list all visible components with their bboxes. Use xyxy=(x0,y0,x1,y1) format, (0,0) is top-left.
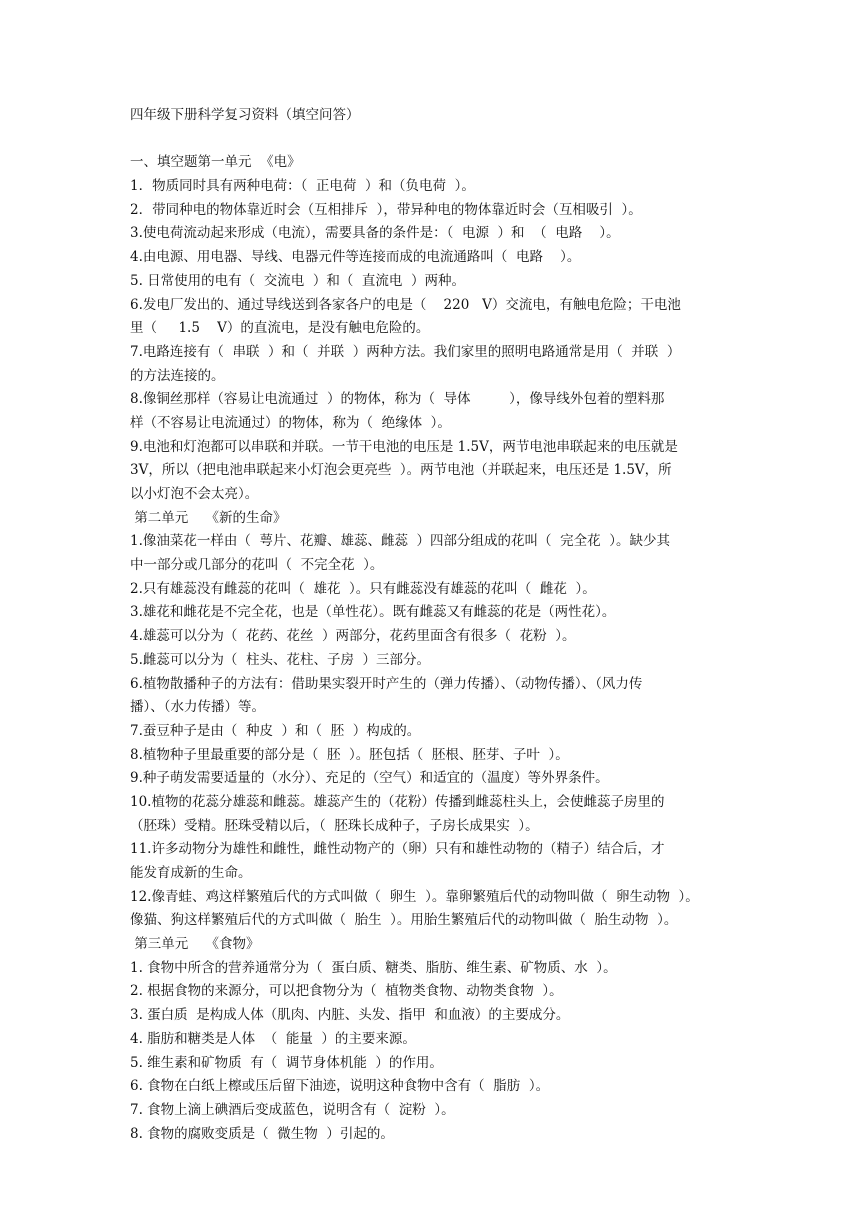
text-line: 3.使电荷流动起来形成（电流），需要具备的条件是：（ 电源 ）和 （ 电路 ）。 xyxy=(130,225,620,242)
text-line: 7.电路连接有（ 串联 ）和（ 并联 ）两种方法。我们家里的照明电路通常是用（ 并联 ） xyxy=(130,343,681,360)
document-body xyxy=(130,151,740,1146)
text-line: 1. 食物中所含的营养通常分为（ 蛋白质、糖类、脂肪、维生素、矿物质、水 ）。 xyxy=(130,959,617,976)
text-line: 8. 食物的腐败变质是（ 微生物 ）引起的。 xyxy=(130,1125,394,1142)
text-line: 第二单元 《新的生命》 xyxy=(130,509,287,526)
text-line: 的方法连接的。 xyxy=(130,367,225,384)
text-line: 2．带同种电的物体靠近时会（互相排斥 ），带异种电的物体靠近时会（互相吸引 ）。 xyxy=(130,201,642,218)
text-line: 2. 根据食物的来源分，可以把食物分为（ 植物类食物、动物类食物 ）。 xyxy=(130,983,563,1000)
text-line: 9.种子萌发需要适量的（水分）、充足的（空气）和适宜的（温度）等外界条件。 xyxy=(130,770,609,787)
text-line: （胚珠）受精。胚珠受精以后，（ 胚珠长成种子，子房长成果实 ）。 xyxy=(130,817,539,834)
text-line: 2.只有雄蕊没有雌蕊的花叫（ 雄花 ）。只有雌蕊没有雄蕊的花叫（ 雌花 ）。 xyxy=(130,580,596,597)
text-line: 像猫、狗这样繁殖后代的方式叫做（ 胎生 ）。用胎生繁殖后代的动物叫做（ 胎生动物 ）。 xyxy=(130,912,678,929)
text-line: 第三单元 《食物》 xyxy=(130,936,260,953)
text-line: 9.电池和灯泡都可以串联和并联。一节干电池的电压是 1.5V，两节电池串联起来的电压就是 xyxy=(130,438,678,455)
text-line: 4. 脂肪和糖类是人体 （ 能量 ）的主要来源。 xyxy=(130,1030,416,1047)
text-line: 以小灯泡不会太亮）。 xyxy=(130,486,259,502)
text-line: 3. 蛋白质 是构成人体（肌肉、内脏、头发、指甲 和血液）的主要成分。 xyxy=(130,1007,570,1024)
text-line: 4.雄蕊可以分为（ 花药、花丝 ）两部分，花药里面含有很多（ 花粉 ）。 xyxy=(130,628,576,645)
text-line: 10.植物的花蕊分雄蕊和雌蕊。雄蕊产生的（花粉）传播到雌蕊柱头上，会使雌蕊子房里的 xyxy=(130,793,665,810)
text-line: 6.发电厂发出的、通过导线送到各家各户的电是（ 220 V）交流电，有触电危险；干电池 xyxy=(130,296,681,313)
text-line: 8.植物种子里最重要的部分是（ 胚 ）。胚包括（ 胚根、胚芽、子叶 ）。 xyxy=(130,746,569,763)
text-line: 样（不容易让电流通过）的物体，称为（ 绝缘体 ）。 xyxy=(130,414,451,431)
text-line: 3V，所以（把电池串联起来小灯泡会更亮些 ）。两节电池（并联起来，电压还是 1.5V，所 xyxy=(130,462,672,479)
text-line: 1．物质同时具有两种电荷：（ 正电荷 ）和（负电荷 ）。 xyxy=(130,178,475,195)
text-line: 5.雌蕊可以分为（ 柱头、花柱、子房 ）三部分。 xyxy=(130,651,431,668)
text-line: 4.由电源、用电器、导线、电器元件等连接而成的电流通路叫（ 电路 ）。 xyxy=(130,249,581,266)
text-line: 11.许多动物分为雄性和雌性，雌性动物产的（卵）只有和雄性动物的（精子）结合后，才 xyxy=(130,841,665,858)
text-line: 播）、（水力传播）等。 xyxy=(130,699,265,716)
document-title: 四年级下册科学复习资料（填空问答） xyxy=(130,107,360,123)
text-line: 12.像青蛙、鸡这样繁殖后代的方式叫做（ 卵生 ）。靠卵繁殖后代的动物叫做（ 卵生动物 ）。 xyxy=(130,888,699,905)
text-line: 7. 食物上滴上碘酒后变成蓝色，说明含有（ 淀粉 ）。 xyxy=(130,1101,455,1118)
document-page xyxy=(130,104,740,1146)
text-line: 5. 维生素和矿物质 有（ 调节身体机能 ）的作用。 xyxy=(130,1054,443,1071)
text-line: 7.蚕豆种子是由（ 种皮 ）和（ 胚 ）构成的。 xyxy=(130,722,421,739)
text-line: 中一部分或几部分的花叫（ 不完全花 ）。 xyxy=(130,557,384,574)
text-line: 8.像铜丝那样（容易让电流通过 ）的物体，称为（ 导体 ），像导线外包着的塑料那 xyxy=(130,391,665,408)
text-line: 6. 食物在白纸上檫或压后留下油迹，说明这种食物中含有（ 脂肪 ）。 xyxy=(130,1078,550,1095)
text-line: 能发育成新的生命。 xyxy=(130,865,252,881)
text-line: 1.像油菜花一样由（ 萼片、花瓣、雄蕊、雌蕊 ）四部分组成的花叫（ 完全花 ）。缺少其 xyxy=(130,533,670,550)
text-line: 里（ 1.5 V）的直流电，是没有触电危险的。 xyxy=(130,320,430,337)
text-line: 5. 日常使用的电有（ 交流电 ）和（ 直流电 ）两种。 xyxy=(130,272,466,289)
text-line: 3.雄花和雌花是不完全花，也是（单性花）。既有雌蕊又有雌蕊的花是（两性花）。 xyxy=(130,604,616,621)
text-line: 一、填空题第一单元 《电》 xyxy=(130,154,301,171)
text-line: 6.植物散播种子的方法有：借助果实裂开时产生的（弹力传播）、（动物传播）、（风力传 xyxy=(130,675,643,692)
